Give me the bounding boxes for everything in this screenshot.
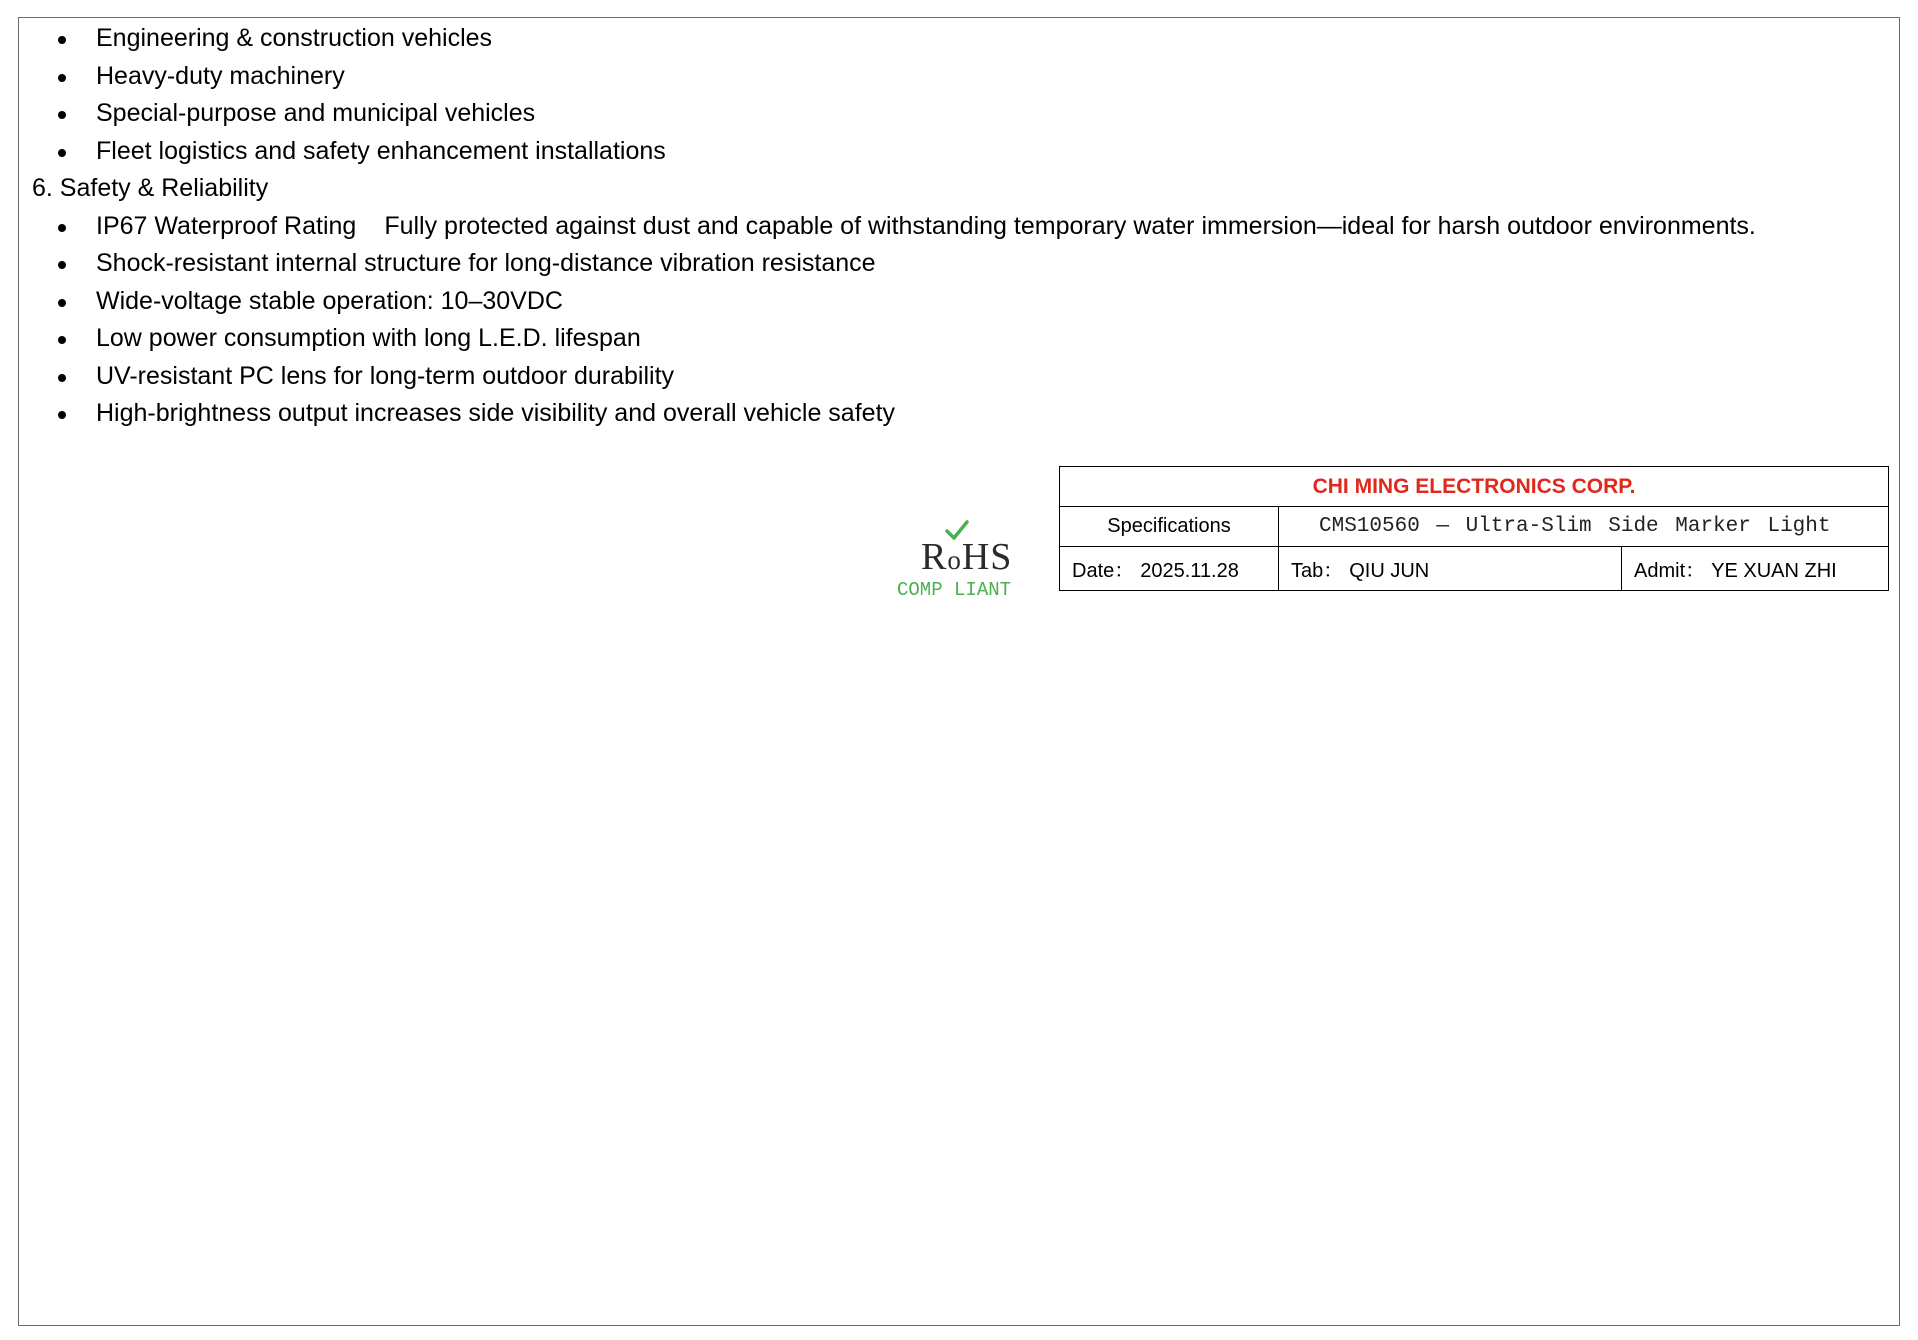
bullet-icon <box>58 149 66 157</box>
company-name: CHI MING ELECTRONICS CORP. <box>1060 467 1889 507</box>
section-heading-safety: 6. Safety & Reliability <box>32 174 269 202</box>
specifications-label: Specifications <box>1060 507 1279 547</box>
bullet-icon <box>58 261 66 269</box>
list-item: Wide-voltage stable operation: 10–30VDC <box>96 283 1892 321</box>
date-cell: Date： 2025.11.28 <box>1060 547 1279 591</box>
list-item: Low power consumption with long L.E.D. lifespan <box>96 320 1892 358</box>
list-item: High-brightness output increases side visibility and overall vehicle safety <box>96 395 1892 433</box>
ip-rating-label: IP67 Waterproof Rating <box>96 211 357 240</box>
title-block-table <box>1059 466 1889 591</box>
specifications-value: CMS10560 — Ultra-Slim Side Marker Light <box>1279 507 1889 547</box>
ip-rating-text: Fully protected against dust and capable of withstanding temporary water immersion—ideal for harsh outdoor environments. <box>384 211 1756 240</box>
bullet-icon <box>58 36 66 44</box>
date-value: 2025.11.28 <box>1140 560 1239 582</box>
list-item-ip67 <box>96 208 1892 246</box>
admit-value: YE XUAN ZHI <box>1711 560 1837 582</box>
bullet-icon <box>58 224 66 232</box>
applications-list <box>32 20 1892 170</box>
admit-cell: Admit： YE XUAN ZHI <box>1622 547 1889 591</box>
bullet-icon <box>58 336 66 344</box>
list-item: Shock-resistant internal structure for long-distance vibration resistance <box>96 245 1892 283</box>
bullet-icon <box>58 299 66 307</box>
rohs-compliant-logo <box>893 513 1023 605</box>
bullet-icon <box>58 411 66 419</box>
bullet-icon <box>58 374 66 382</box>
bullet-icon <box>58 111 66 119</box>
document-body <box>32 20 1892 433</box>
tab-cell: Tab： QIU JUN <box>1279 547 1622 591</box>
list-item: Engineering & construction vehicles <box>96 20 1892 58</box>
tab-value: QIU JUN <box>1349 560 1430 582</box>
safety-list <box>32 208 1892 433</box>
list-item: UV-resistant PC lens for long-term outdoor durability <box>96 358 1892 396</box>
list-item: Heavy-duty machinery <box>96 58 1892 96</box>
list-item: Fleet logistics and safety enhancement installations <box>96 133 1892 171</box>
rohs-mark: RoHS <box>921 536 1013 578</box>
bullet-icon <box>58 74 66 82</box>
rohs-compliant-text: COMP LIANT <box>897 579 1012 601</box>
list-item: Special-purpose and municipal vehicles <box>96 95 1892 133</box>
